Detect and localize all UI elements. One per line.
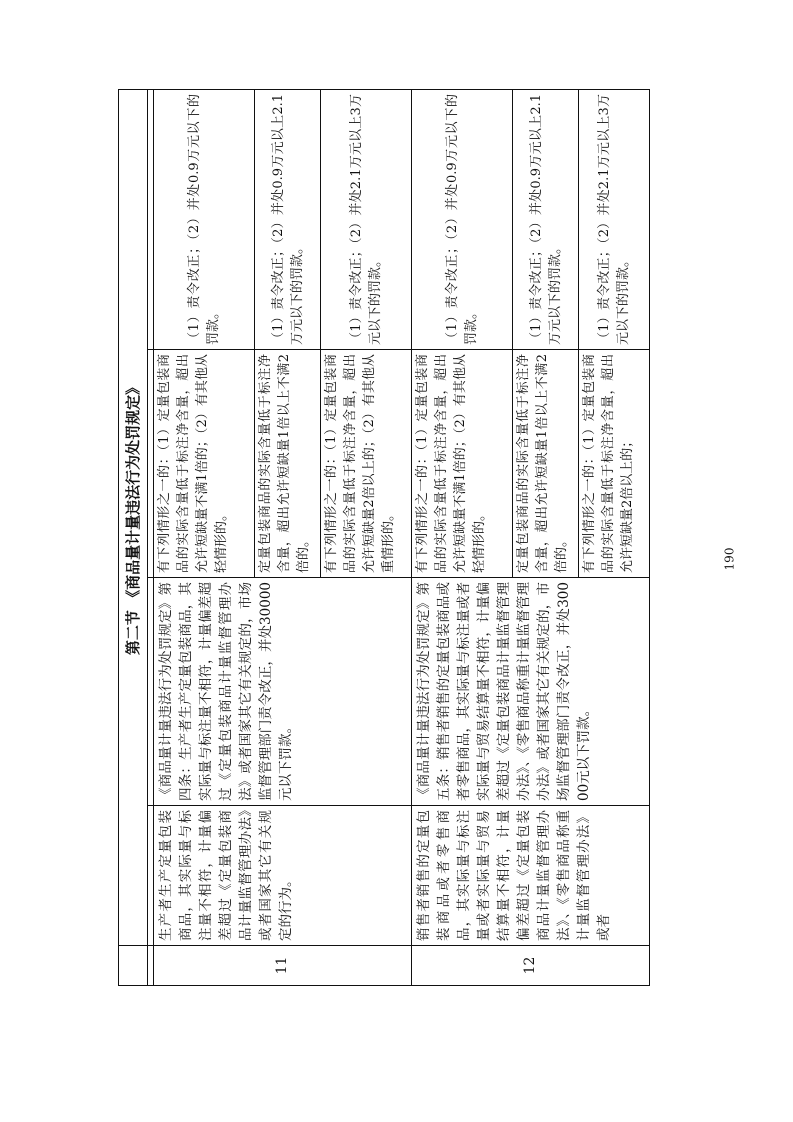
section-title: 第二节 《商品量计量违法行为处罚规定》: [119, 89, 148, 945]
penalty-cell: （1）责令改正；（2）并处0.9万元以上2.1万元以下的罚款。: [255, 89, 321, 349]
condition-cell: 定量包装商品的实际含量低于标注净含量，超出允许短缺量1倍以上不满2倍的。: [512, 350, 578, 578]
legal-basis: 《商品量计量违法行为处罚规定》第五条：销售者销售的定量包装商品或者零售商品，其实际量与标注量或者实际量与贸易结算量不相符，计量偏差超过《定量包装商品计量监督管理办法》、《零售商品称重计量监督管理办法》或者国家其它有关规定的，市场监督管理部门责令改正，并处30000元以下罚款。: [411, 578, 649, 806]
table-row: [411, 89, 512, 985]
condition-cell: 有下列情形之一的：（1）定量包装商品的实际含量低于标注净含量，超出允许短缺量2倍以上的；（2）有其他从重情形的。: [321, 350, 411, 578]
penalty-cell: （1）责令改正；（2）并处2.1万元以上3万元以下的罚款。: [579, 89, 650, 349]
penalty-table: [118, 89, 650, 986]
violation-behavior: 销售者销售的定量包装商品或者零售商品，其实际量与标注量或者实际量与贸易结算量不相符，计量偏差超过《定量包装商品计量监督管理办法》、《零售商品称重计量监督管理办法》或者: [411, 806, 649, 946]
row-number: 11: [153, 946, 411, 986]
penalty-cell: （1）责令改正；（2）并处0.9万元以上2.1万元以下的罚款。: [512, 89, 578, 349]
violation-behavior: 生产者生产定量包装商品，其实际量与标注量不相符，计量偏差超过《定量包装商品计量监督管理办法》或者国家其它有关规定的行为。: [153, 806, 411, 946]
penalty-cell: （1）责令改正；（2）并处0.9万元以下的罚款。: [411, 89, 512, 349]
header-blank-cell: [119, 946, 148, 986]
table-row: [153, 89, 254, 985]
row-number: 12: [411, 946, 649, 986]
condition-cell: 有下列情形之一的：（1）定量包装商品的实际含量低于标注净含量，超出允许短缺量不满1倍的；（2）有其他从轻情形的。: [411, 350, 512, 578]
legal-basis: 《商品量计量违法行为处罚规定》第四条：生产者生产定量包装商品，其实际量与标注量不相符，计量偏差超过《定量包装商品计量监督管理办法》或者国家其它有关规定的，市场监督管理部门责令改正，并处30000元以下罚款。: [153, 578, 411, 806]
penalty-cell: （1）责令改正；（2）并处2.1万元以上3万元以下的罚款。: [321, 89, 411, 349]
condition-cell: 有下列情形之一的：（1）定量包装商品的实际含量低于标注净含量，超出允许短缺量不满1倍的；（2）有其他从轻情形的。: [153, 350, 254, 578]
condition-cell: 有下列情形之一的：（1）定量包装商品的实际含量低于标注净含量，超出允许短缺量2倍以上的；: [579, 350, 650, 578]
penalty-cell: （1）责令改正；（2）并处0.9万元以下的罚款。: [153, 89, 254, 349]
rotated-table-wrapper: [118, 90, 650, 986]
condition-cell: 定量包装商品的实际含量低于标注净含量，超出允许短缺量1倍以上不满2倍的。: [255, 350, 321, 578]
table-title-row: [119, 89, 148, 985]
page-number: 190: [722, 547, 737, 571]
